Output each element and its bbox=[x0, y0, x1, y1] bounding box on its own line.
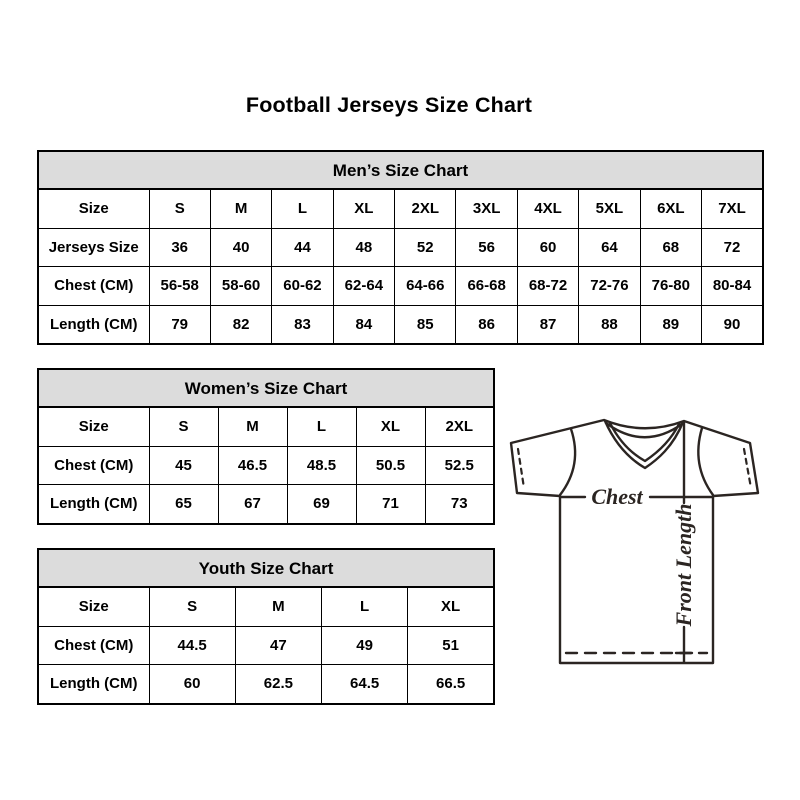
value-cell: 71 bbox=[356, 485, 425, 524]
table-row bbox=[38, 665, 494, 704]
value-cell: 66-68 bbox=[456, 267, 517, 306]
value-cell: 2XL bbox=[425, 407, 494, 446]
value-cell: 79 bbox=[149, 305, 210, 344]
value-cell: XL bbox=[333, 189, 394, 228]
value-cell: 46.5 bbox=[218, 446, 287, 485]
table-row bbox=[38, 626, 494, 665]
womens-table-title: Women’s Size Chart bbox=[37, 368, 495, 406]
value-cell: 62.5 bbox=[235, 665, 321, 704]
row-label-cell: Size bbox=[38, 407, 149, 446]
mens-table bbox=[37, 188, 764, 345]
value-cell: 40 bbox=[210, 228, 271, 267]
value-cell: 73 bbox=[425, 485, 494, 524]
row-label-cell: Length (CM) bbox=[38, 485, 149, 524]
value-cell: 60 bbox=[517, 228, 578, 267]
value-cell: 68 bbox=[640, 228, 701, 267]
value-cell: 86 bbox=[456, 305, 517, 344]
front-length-label: Front Length bbox=[671, 503, 696, 627]
value-cell: 64 bbox=[579, 228, 640, 267]
value-cell: 49 bbox=[322, 626, 408, 665]
value-cell: 52.5 bbox=[425, 446, 494, 485]
value-cell: 64-66 bbox=[395, 267, 456, 306]
value-cell: 60-62 bbox=[272, 267, 333, 306]
table-row bbox=[38, 446, 494, 485]
value-cell: 47 bbox=[235, 626, 321, 665]
value-cell: L bbox=[322, 587, 408, 626]
value-cell: 52 bbox=[395, 228, 456, 267]
row-label-cell: Length (CM) bbox=[38, 305, 149, 344]
value-cell: 56 bbox=[456, 228, 517, 267]
row-label-cell: Size bbox=[38, 189, 149, 228]
mens-size-table bbox=[37, 150, 764, 345]
youth-size-table bbox=[37, 548, 495, 705]
table-row bbox=[38, 485, 494, 524]
value-cell: 44.5 bbox=[149, 626, 235, 665]
value-cell: 58-60 bbox=[210, 267, 271, 306]
value-cell: 88 bbox=[579, 305, 640, 344]
value-cell: 87 bbox=[517, 305, 578, 344]
value-cell: 72 bbox=[702, 228, 763, 267]
value-cell: M bbox=[235, 587, 321, 626]
mens-table-title: Men’s Size Chart bbox=[37, 150, 764, 188]
table-row bbox=[38, 305, 763, 344]
value-cell: 69 bbox=[287, 485, 356, 524]
value-cell: 72-76 bbox=[579, 267, 640, 306]
value-cell: 89 bbox=[640, 305, 701, 344]
value-cell: S bbox=[149, 587, 235, 626]
value-cell: 62-64 bbox=[333, 267, 394, 306]
value-cell: 45 bbox=[149, 446, 218, 485]
value-cell: 56-58 bbox=[149, 267, 210, 306]
value-cell: 6XL bbox=[640, 189, 701, 228]
value-cell: 66.5 bbox=[408, 665, 494, 704]
row-label-cell: Jerseys Size bbox=[38, 228, 149, 267]
table-row bbox=[38, 228, 763, 267]
table-row bbox=[38, 189, 763, 228]
value-cell: 83 bbox=[272, 305, 333, 344]
value-cell: 7XL bbox=[702, 189, 763, 228]
value-cell: 80-84 bbox=[702, 267, 763, 306]
row-label-cell: Chest (CM) bbox=[38, 267, 149, 306]
value-cell: 48.5 bbox=[287, 446, 356, 485]
value-cell: 76-80 bbox=[640, 267, 701, 306]
value-cell: L bbox=[272, 189, 333, 228]
value-cell: 5XL bbox=[579, 189, 640, 228]
row-label-cell: Size bbox=[38, 587, 149, 626]
value-cell: 85 bbox=[395, 305, 456, 344]
value-cell: XL bbox=[356, 407, 425, 446]
value-cell: 50.5 bbox=[356, 446, 425, 485]
value-cell: 3XL bbox=[456, 189, 517, 228]
chest-label: Chest bbox=[591, 484, 643, 509]
value-cell: 2XL bbox=[395, 189, 456, 228]
womens-size-table bbox=[37, 368, 495, 525]
value-cell: M bbox=[218, 407, 287, 446]
page-title: Football Jerseys Size Chart bbox=[245, 93, 533, 117]
womens-table bbox=[37, 406, 495, 525]
table-row bbox=[38, 587, 494, 626]
value-cell: M bbox=[210, 189, 271, 228]
value-cell: 44 bbox=[272, 228, 333, 267]
value-cell: S bbox=[149, 407, 218, 446]
youth-table bbox=[37, 586, 495, 705]
value-cell: 82 bbox=[210, 305, 271, 344]
value-cell: 90 bbox=[702, 305, 763, 344]
table-row bbox=[38, 407, 494, 446]
table-row bbox=[38, 267, 763, 306]
value-cell: 67 bbox=[218, 485, 287, 524]
value-cell: 4XL bbox=[517, 189, 578, 228]
value-cell: 36 bbox=[149, 228, 210, 267]
value-cell: 64.5 bbox=[322, 665, 408, 704]
row-label-cell: Length (CM) bbox=[38, 665, 149, 704]
value-cell: XL bbox=[408, 587, 494, 626]
jersey-outline-shape bbox=[511, 420, 758, 663]
row-label-cell: Chest (CM) bbox=[38, 626, 149, 665]
value-cell: 48 bbox=[333, 228, 394, 267]
value-cell: 65 bbox=[149, 485, 218, 524]
value-cell: S bbox=[149, 189, 210, 228]
value-cell: 68-72 bbox=[517, 267, 578, 306]
youth-table-title: Youth Size Chart bbox=[37, 548, 495, 586]
value-cell: 84 bbox=[333, 305, 394, 344]
jersey-diagram bbox=[505, 403, 770, 673]
value-cell: L bbox=[287, 407, 356, 446]
value-cell: 60 bbox=[149, 665, 235, 704]
row-label-cell: Chest (CM) bbox=[38, 446, 149, 485]
value-cell: 51 bbox=[408, 626, 494, 665]
